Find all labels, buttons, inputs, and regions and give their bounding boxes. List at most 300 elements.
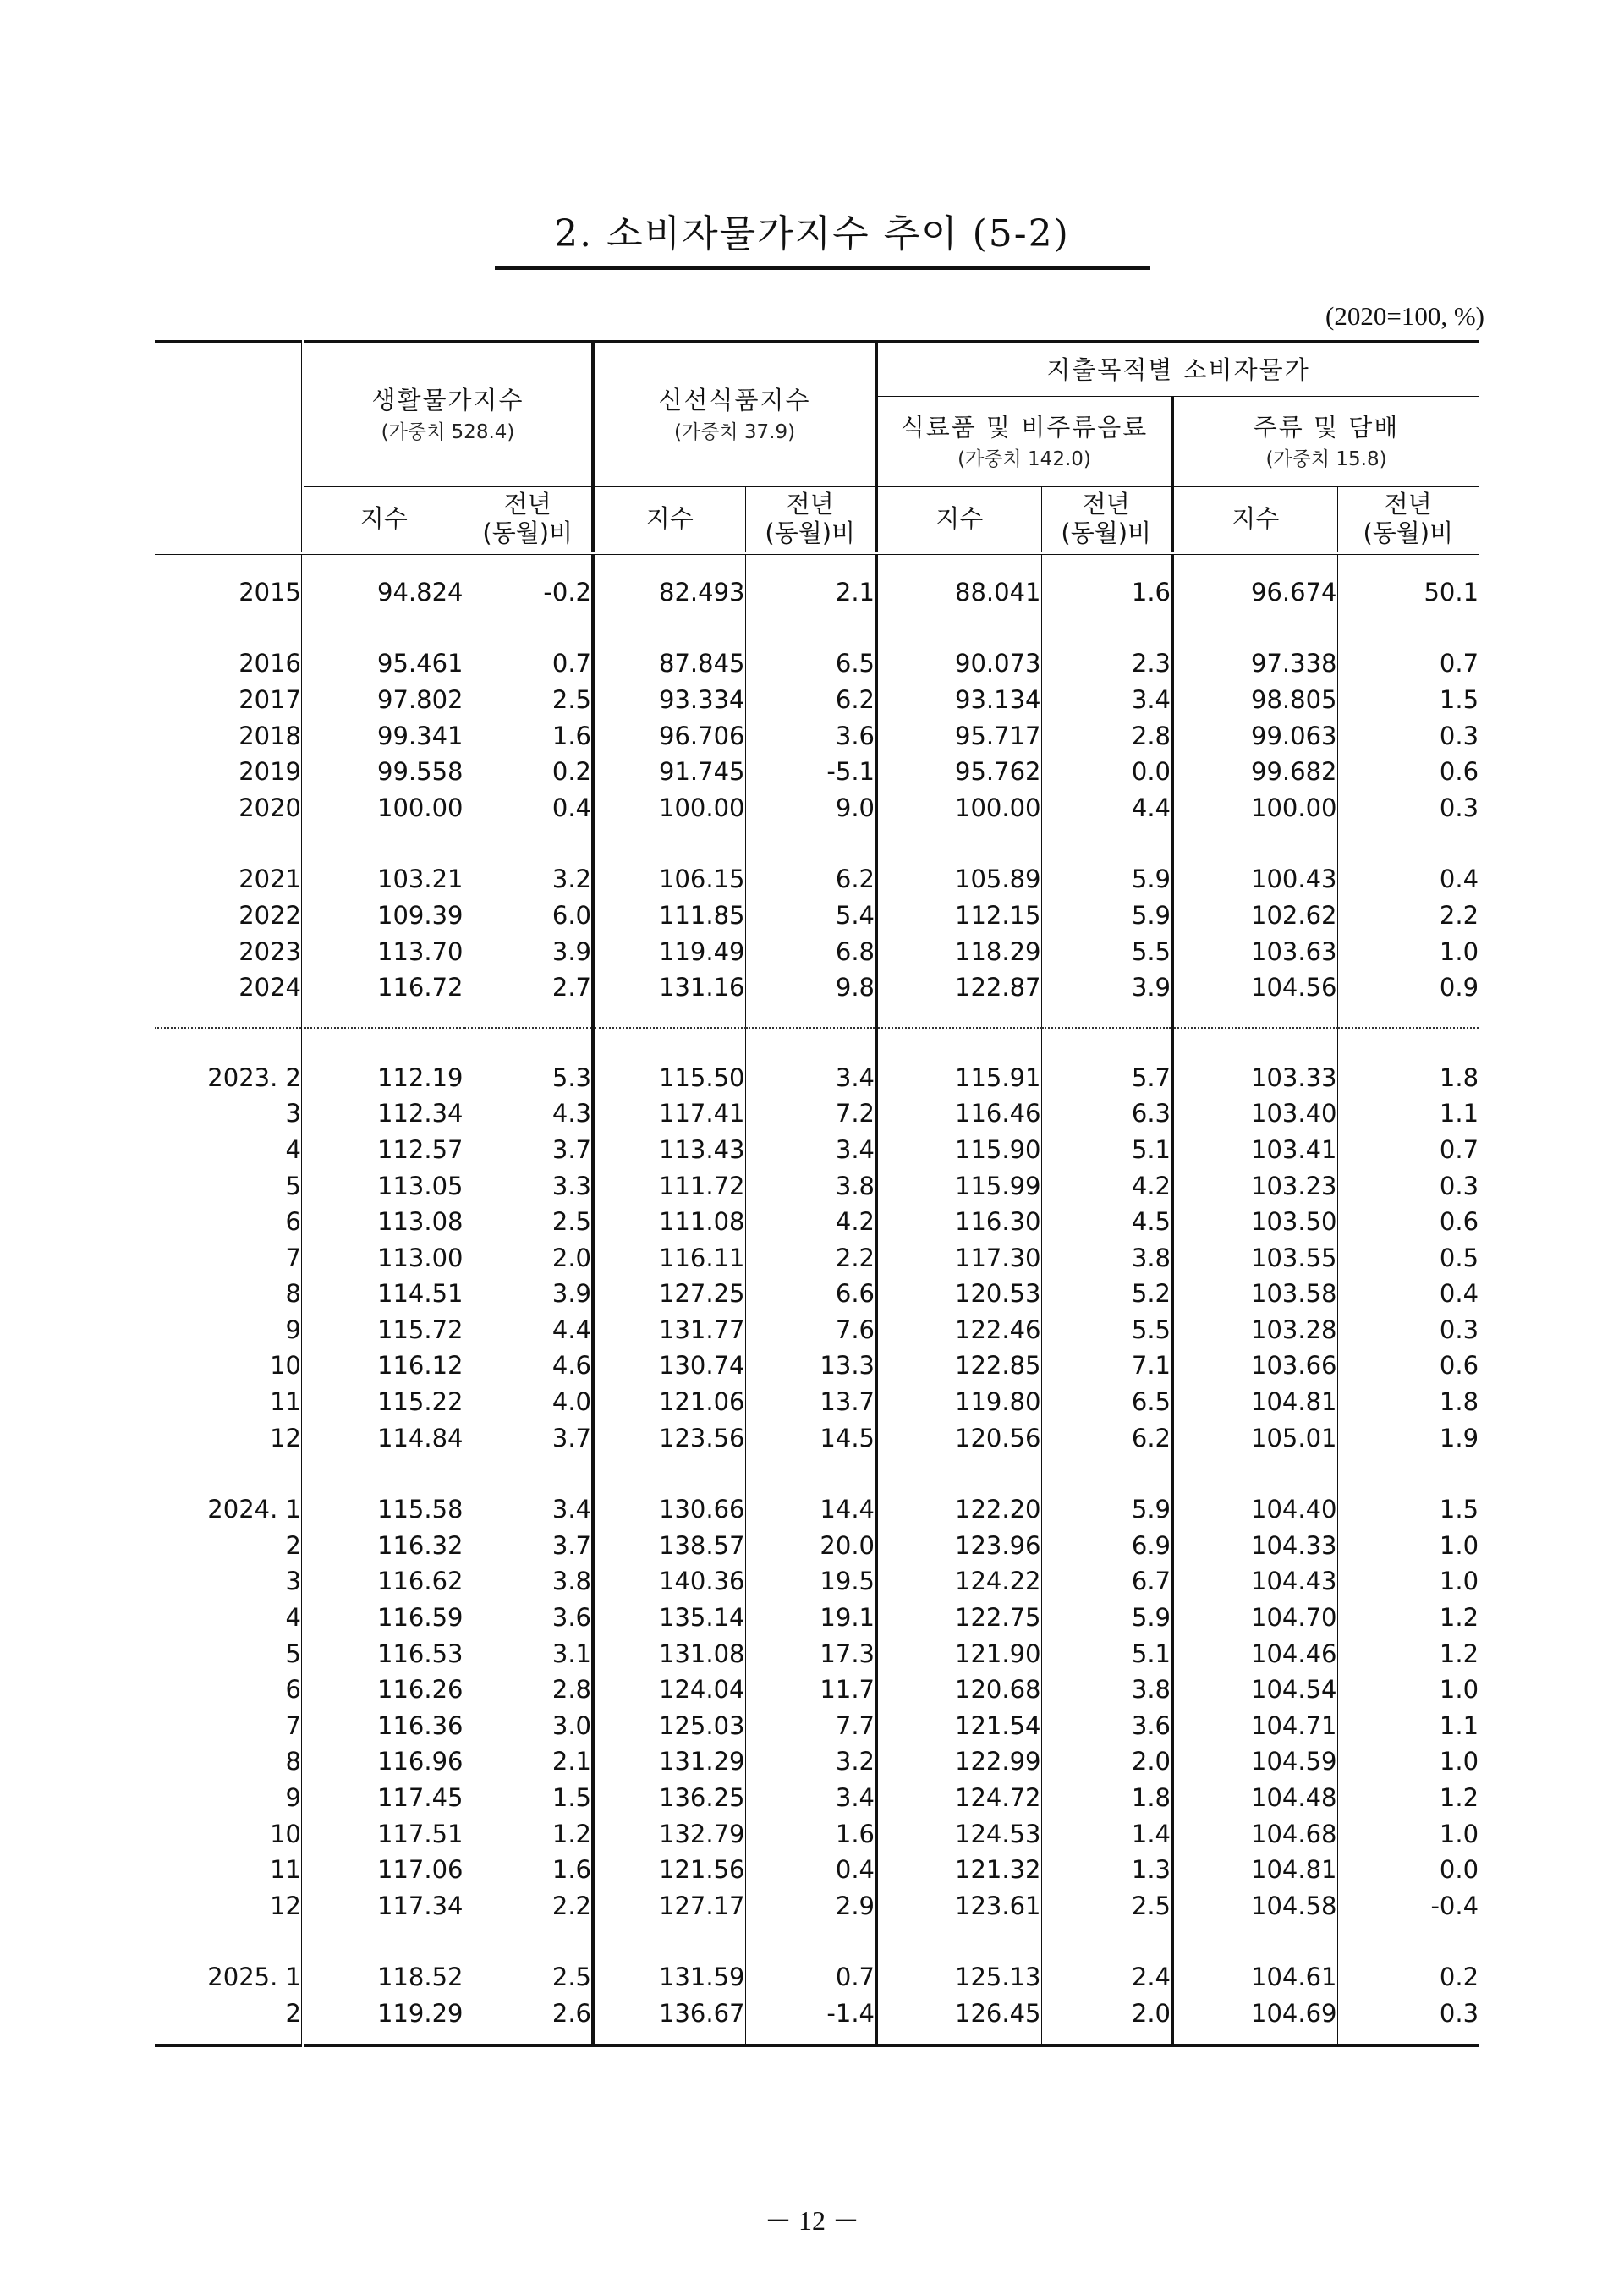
cell-index: 120.53 bbox=[876, 1276, 1041, 1312]
cell-yoy: 6.5 bbox=[745, 645, 876, 682]
cell-index: 125.13 bbox=[876, 1959, 1041, 1996]
table-row bbox=[155, 1204, 1479, 1240]
cell-yoy: 1.2 bbox=[1337, 1780, 1479, 1816]
col-yoy: 전년 (동월)비 bbox=[745, 487, 876, 553]
cell-index: 121.32 bbox=[876, 1852, 1041, 1888]
cell-index: 95.461 bbox=[303, 645, 464, 682]
cell-index: 103.33 bbox=[1172, 1059, 1337, 1095]
cell-index: 96.674 bbox=[1172, 574, 1337, 611]
cell-yoy: 3.9 bbox=[464, 933, 593, 969]
cell-yoy: -5.1 bbox=[745, 754, 876, 790]
cell-index: 82.493 bbox=[593, 574, 745, 611]
cell-yoy: 4.3 bbox=[464, 1095, 593, 1132]
cell-index: 118.52 bbox=[303, 1959, 464, 1996]
header-group-purpose: 지출목적별 소비자물가 bbox=[876, 342, 1479, 397]
cell-yoy: 2.7 bbox=[464, 969, 593, 1006]
cell-index: 99.682 bbox=[1172, 754, 1337, 790]
cell-index: 122.85 bbox=[876, 1348, 1041, 1384]
header-living-cpi: 생활물가지수 (가중치 528.4) bbox=[303, 342, 593, 487]
cell-index: 121.06 bbox=[593, 1384, 745, 1420]
cell-index: 103.28 bbox=[1172, 1312, 1337, 1348]
cell-index: 113.00 bbox=[303, 1239, 464, 1276]
cell-yoy: 3.8 bbox=[464, 1563, 593, 1600]
cell-index: 130.74 bbox=[593, 1348, 745, 1384]
cell-index: 114.51 bbox=[303, 1276, 464, 1312]
cell-yoy: 5.4 bbox=[745, 898, 876, 934]
cell-yoy: 3.7 bbox=[464, 1419, 593, 1456]
cell-index: 105.01 bbox=[1172, 1419, 1337, 1456]
cell-yoy: 2.9 bbox=[745, 1888, 876, 1924]
row-label: 2024. 1 bbox=[207, 1495, 301, 1524]
row-label: 4 bbox=[285, 1603, 301, 1633]
header-fresh-food: 신선식품지수 (가중치 37.9) bbox=[593, 342, 876, 487]
cell-yoy: 2.1 bbox=[464, 1743, 593, 1780]
row-spacer bbox=[155, 2031, 1479, 2045]
cell-yoy: 6.9 bbox=[1041, 1528, 1172, 1564]
row-label: 2025. 1 bbox=[207, 1963, 301, 1992]
table-row bbox=[155, 1132, 1479, 1168]
cell-yoy: 2.5 bbox=[1041, 1888, 1172, 1924]
cell-index: 111.72 bbox=[593, 1167, 745, 1204]
cell-index: 100.43 bbox=[1172, 861, 1337, 898]
row-label: 2017 bbox=[239, 684, 301, 714]
row-spacer bbox=[155, 826, 1479, 861]
table-row bbox=[155, 1708, 1479, 1744]
row-label: 2023 bbox=[239, 936, 301, 966]
cell-index: 118.29 bbox=[876, 933, 1041, 969]
cell-yoy: 2.2 bbox=[1337, 898, 1479, 934]
cell-index: 96.706 bbox=[593, 717, 745, 754]
cell-index: 124.22 bbox=[876, 1563, 1041, 1600]
cpi-table bbox=[155, 340, 1479, 2047]
cell-index: 100.00 bbox=[303, 789, 464, 826]
table-row bbox=[155, 1780, 1479, 1816]
row-label: 2023. 2 bbox=[207, 1062, 301, 1092]
cell-index: 99.063 bbox=[1172, 717, 1337, 754]
cell-index: 116.26 bbox=[303, 1672, 464, 1708]
cell-yoy: 0.7 bbox=[1337, 645, 1479, 682]
cell-yoy: 0.3 bbox=[1337, 1167, 1479, 1204]
cell-yoy: 4.2 bbox=[745, 1204, 876, 1240]
cell-yoy: 1.6 bbox=[464, 717, 593, 754]
cell-yoy: 3.7 bbox=[464, 1132, 593, 1168]
cell-index: 126.45 bbox=[876, 1996, 1041, 2032]
cell-yoy: 0.0 bbox=[1041, 754, 1172, 790]
row-label: 2018 bbox=[239, 721, 301, 750]
cell-yoy: 0.7 bbox=[464, 645, 593, 682]
cell-index: 100.00 bbox=[593, 789, 745, 826]
cell-yoy: 5.7 bbox=[1041, 1059, 1172, 1095]
cell-index: 117.34 bbox=[303, 1888, 464, 1924]
table-row bbox=[155, 1312, 1479, 1348]
row-label: 12 bbox=[270, 1423, 301, 1452]
page-number: － 12 － bbox=[764, 2205, 859, 2236]
cell-index: 121.56 bbox=[593, 1852, 745, 1888]
cell-yoy: 3.8 bbox=[1041, 1672, 1172, 1708]
cell-yoy: 3.4 bbox=[464, 1491, 593, 1528]
cell-index: 103.63 bbox=[1172, 933, 1337, 969]
table-row bbox=[155, 1276, 1479, 1312]
cell-index: 119.49 bbox=[593, 933, 745, 969]
cell-index: 138.57 bbox=[593, 1528, 745, 1564]
cell-yoy: 2.6 bbox=[464, 1996, 593, 2032]
cell-yoy: 3.1 bbox=[464, 1635, 593, 1672]
cell-index: 119.29 bbox=[303, 1996, 464, 2032]
cell-yoy: 6.8 bbox=[745, 933, 876, 969]
cell-yoy: 2.8 bbox=[464, 1672, 593, 1708]
cell-yoy: 3.0 bbox=[464, 1708, 593, 1744]
cell-index: 102.62 bbox=[1172, 898, 1337, 934]
row-label: 6 bbox=[285, 1207, 301, 1237]
cell-index: 123.96 bbox=[876, 1528, 1041, 1564]
cell-index: 131.16 bbox=[593, 969, 745, 1006]
cell-index: 112.57 bbox=[303, 1132, 464, 1168]
cell-yoy: 1.8 bbox=[1337, 1384, 1479, 1420]
cell-yoy: 2.0 bbox=[1041, 1743, 1172, 1780]
cell-yoy: 4.0 bbox=[464, 1384, 593, 1420]
cell-index: 100.00 bbox=[876, 789, 1041, 826]
cell-index: 103.23 bbox=[1172, 1167, 1337, 1204]
cell-yoy: 6.7 bbox=[1041, 1563, 1172, 1600]
cell-index: 114.84 bbox=[303, 1419, 464, 1456]
table-row bbox=[155, 1563, 1479, 1600]
cell-yoy: 1.0 bbox=[1337, 1672, 1479, 1708]
cell-index: 116.53 bbox=[303, 1635, 464, 1672]
title-underline bbox=[495, 266, 1150, 270]
table-row bbox=[155, 1996, 1479, 2032]
cell-index: 115.91 bbox=[876, 1059, 1041, 1095]
cell-index: 122.99 bbox=[876, 1743, 1041, 1780]
cell-index: 117.45 bbox=[303, 1780, 464, 1816]
cell-yoy: 1.1 bbox=[1337, 1708, 1479, 1744]
cell-index: 104.58 bbox=[1172, 1888, 1337, 1924]
cell-index: 120.56 bbox=[876, 1419, 1041, 1456]
table-row bbox=[155, 1600, 1479, 1636]
header-row-1 bbox=[155, 342, 1479, 397]
table-row bbox=[155, 1167, 1479, 1204]
cell-yoy: 0.3 bbox=[1337, 789, 1479, 826]
cell-index: 115.50 bbox=[593, 1059, 745, 1095]
cell-yoy: 2.5 bbox=[464, 1959, 593, 1996]
cell-index: 99.558 bbox=[303, 754, 464, 790]
cell-index: 117.30 bbox=[876, 1239, 1041, 1276]
cell-yoy: 6.2 bbox=[1041, 1419, 1172, 1456]
cell-index: 104.54 bbox=[1172, 1672, 1337, 1708]
cell-index: 97.802 bbox=[303, 682, 464, 718]
cell-yoy: 1.0 bbox=[1337, 1815, 1479, 1852]
table-row bbox=[155, 933, 1479, 969]
cell-yoy: 0.3 bbox=[1337, 1996, 1479, 2032]
cell-yoy: 3.4 bbox=[745, 1780, 876, 1816]
cell-index: 131.77 bbox=[593, 1312, 745, 1348]
table-row bbox=[155, 682, 1479, 718]
cell-index: 103.40 bbox=[1172, 1095, 1337, 1132]
cell-index: 123.56 bbox=[593, 1419, 745, 1456]
cell-yoy: 7.1 bbox=[1041, 1348, 1172, 1384]
cell-yoy: 2.2 bbox=[464, 1888, 593, 1924]
cell-index: 136.25 bbox=[593, 1780, 745, 1816]
cell-index: 104.59 bbox=[1172, 1743, 1337, 1780]
cell-index: 111.85 bbox=[593, 898, 745, 934]
cell-index: 104.56 bbox=[1172, 969, 1337, 1006]
cell-index: 116.72 bbox=[303, 969, 464, 1006]
cell-index: 104.68 bbox=[1172, 1815, 1337, 1852]
cell-index: 136.67 bbox=[593, 1996, 745, 2032]
cell-yoy: 3.6 bbox=[464, 1600, 593, 1636]
cell-index: 103.55 bbox=[1172, 1239, 1337, 1276]
cell-index: 104.33 bbox=[1172, 1528, 1337, 1564]
cell-yoy: 20.0 bbox=[745, 1528, 876, 1564]
cell-index: 117.41 bbox=[593, 1095, 745, 1132]
row-label: 2022 bbox=[239, 900, 301, 930]
cell-index: 124.72 bbox=[876, 1780, 1041, 1816]
cell-index: 124.53 bbox=[876, 1815, 1041, 1852]
cell-index: 97.338 bbox=[1172, 645, 1337, 682]
cell-index: 127.25 bbox=[593, 1276, 745, 1312]
cell-yoy: 14.4 bbox=[745, 1491, 876, 1528]
cell-yoy: 7.2 bbox=[745, 1095, 876, 1132]
cell-yoy: 6.2 bbox=[745, 682, 876, 718]
cell-yoy: 1.8 bbox=[1041, 1780, 1172, 1816]
cell-yoy: 1.0 bbox=[1337, 1743, 1479, 1780]
cell-yoy: 0.3 bbox=[1337, 1312, 1479, 1348]
cell-index: 93.134 bbox=[876, 682, 1041, 718]
table-row bbox=[155, 1239, 1479, 1276]
cell-yoy: 4.6 bbox=[464, 1348, 593, 1384]
table-row bbox=[155, 1059, 1479, 1095]
cell-index: 87.845 bbox=[593, 645, 745, 682]
cell-index: 122.46 bbox=[876, 1312, 1041, 1348]
table-row bbox=[155, 969, 1479, 1006]
cell-index: 113.08 bbox=[303, 1204, 464, 1240]
row-label: 12 bbox=[270, 1891, 301, 1920]
row-label: 2021 bbox=[239, 865, 301, 894]
cell-index: 116.11 bbox=[593, 1239, 745, 1276]
row-label: 7 bbox=[285, 1243, 301, 1272]
cell-index: 104.46 bbox=[1172, 1635, 1337, 1672]
cell-yoy: 0.4 bbox=[745, 1852, 876, 1888]
cell-yoy: 1.0 bbox=[1337, 1563, 1479, 1600]
cell-yoy: 5.9 bbox=[1041, 1600, 1172, 1636]
row-label: 9 bbox=[285, 1783, 301, 1813]
cell-index: 98.805 bbox=[1172, 682, 1337, 718]
cell-yoy: 5.2 bbox=[1041, 1276, 1172, 1312]
cell-index: 106.15 bbox=[593, 861, 745, 898]
row-label: 4 bbox=[285, 1134, 301, 1164]
row-label: 2019 bbox=[239, 757, 301, 787]
row-spacer bbox=[155, 1028, 1479, 1059]
header-food-beverage: 식료품 및 비주류음료 (가중치 142.0) bbox=[876, 397, 1172, 487]
cell-index: 113.70 bbox=[303, 933, 464, 969]
cell-index: 116.12 bbox=[303, 1348, 464, 1384]
row-spacer bbox=[155, 610, 1479, 645]
cell-index: 104.69 bbox=[1172, 1996, 1337, 2032]
cell-yoy: 3.4 bbox=[745, 1132, 876, 1168]
col-yoy: 전년 (동월)비 bbox=[464, 487, 593, 553]
cell-yoy: 0.2 bbox=[1337, 1959, 1479, 1996]
col-index: 지수 bbox=[1172, 487, 1337, 553]
cell-index: 122.75 bbox=[876, 1600, 1041, 1636]
cell-yoy: 2.4 bbox=[1041, 1959, 1172, 1996]
cell-yoy: 13.7 bbox=[745, 1384, 876, 1420]
cell-yoy: 1.2 bbox=[1337, 1635, 1479, 1672]
cell-yoy: 19.1 bbox=[745, 1600, 876, 1636]
cell-index: 116.96 bbox=[303, 1743, 464, 1780]
cell-index: 104.48 bbox=[1172, 1780, 1337, 1816]
cell-yoy: 0.4 bbox=[464, 789, 593, 826]
cell-index: 90.073 bbox=[876, 645, 1041, 682]
cell-index: 103.21 bbox=[303, 861, 464, 898]
cell-index: 109.39 bbox=[303, 898, 464, 934]
cell-yoy: 2.2 bbox=[745, 1239, 876, 1276]
cell-index: 140.36 bbox=[593, 1563, 745, 1600]
cell-yoy: 1.9 bbox=[1337, 1419, 1479, 1456]
table-row bbox=[155, 1635, 1479, 1672]
cell-index: 131.29 bbox=[593, 1743, 745, 1780]
cell-yoy: 6.6 bbox=[745, 1276, 876, 1312]
cell-index: 124.04 bbox=[593, 1672, 745, 1708]
table-row bbox=[155, 1959, 1479, 1996]
cell-yoy: 2.3 bbox=[1041, 645, 1172, 682]
cell-yoy: 0.9 bbox=[1337, 969, 1479, 1006]
cell-yoy: 9.0 bbox=[745, 789, 876, 826]
cell-yoy: 5.5 bbox=[1041, 933, 1172, 969]
cell-yoy: 1.4 bbox=[1041, 1815, 1172, 1852]
cell-index: 105.89 bbox=[876, 861, 1041, 898]
cell-yoy: 3.4 bbox=[1041, 682, 1172, 718]
col-index: 지수 bbox=[593, 487, 745, 553]
row-label: 8 bbox=[285, 1279, 301, 1309]
cell-yoy: 1.2 bbox=[464, 1815, 593, 1852]
cell-index: 123.61 bbox=[876, 1888, 1041, 1924]
cell-yoy: 2.5 bbox=[464, 682, 593, 718]
table-row bbox=[155, 1672, 1479, 1708]
cell-yoy: 9.8 bbox=[745, 969, 876, 1006]
cell-yoy: 1.0 bbox=[1337, 1528, 1479, 1564]
table-row bbox=[155, 1743, 1479, 1780]
cell-yoy: 1.6 bbox=[745, 1815, 876, 1852]
cell-index: 115.99 bbox=[876, 1167, 1041, 1204]
cell-index: 103.58 bbox=[1172, 1276, 1337, 1312]
cell-yoy: 2.5 bbox=[464, 1204, 593, 1240]
cell-yoy: 0.5 bbox=[1337, 1239, 1479, 1276]
cell-yoy: 2.8 bbox=[1041, 717, 1172, 754]
cell-index: 116.46 bbox=[876, 1095, 1041, 1132]
cell-yoy: 5.1 bbox=[1041, 1635, 1172, 1672]
cell-yoy: 5.9 bbox=[1041, 861, 1172, 898]
cell-yoy: 4.4 bbox=[1041, 789, 1172, 826]
cell-index: 127.17 bbox=[593, 1888, 745, 1924]
cell-yoy: 11.7 bbox=[745, 1672, 876, 1708]
cell-yoy: 0.7 bbox=[1337, 1132, 1479, 1168]
cell-index: 131.59 bbox=[593, 1959, 745, 1996]
row-label: 6 bbox=[285, 1675, 301, 1705]
table-row bbox=[155, 1348, 1479, 1384]
cell-index: 121.90 bbox=[876, 1635, 1041, 1672]
cell-yoy: 3.3 bbox=[464, 1167, 593, 1204]
cell-yoy: 5.9 bbox=[1041, 1491, 1172, 1528]
cell-index: 116.32 bbox=[303, 1528, 464, 1564]
cell-index: 115.72 bbox=[303, 1312, 464, 1348]
cell-yoy: 3.8 bbox=[745, 1167, 876, 1204]
cell-yoy: 3.2 bbox=[745, 1743, 876, 1780]
cell-index: 116.36 bbox=[303, 1708, 464, 1744]
cell-yoy: 2.1 bbox=[745, 574, 876, 611]
cell-index: 115.22 bbox=[303, 1384, 464, 1420]
cell-yoy: 5.3 bbox=[464, 1059, 593, 1095]
row-label: 11 bbox=[270, 1387, 301, 1417]
cell-yoy: 3.9 bbox=[464, 1276, 593, 1312]
cell-index: 103.50 bbox=[1172, 1204, 1337, 1240]
cell-yoy: 4.2 bbox=[1041, 1167, 1172, 1204]
cell-index: 117.06 bbox=[303, 1852, 464, 1888]
cell-index: 131.08 bbox=[593, 1635, 745, 1672]
cell-index: 100.00 bbox=[1172, 789, 1337, 826]
cell-yoy: 6.5 bbox=[1041, 1384, 1172, 1420]
cell-yoy: 1.5 bbox=[1337, 682, 1479, 718]
table-row bbox=[155, 717, 1479, 754]
row-label: 2020 bbox=[239, 793, 301, 822]
cell-yoy: 2.0 bbox=[464, 1239, 593, 1276]
table-row bbox=[155, 1852, 1479, 1888]
row-spacer bbox=[155, 1924, 1479, 1959]
cell-yoy: 19.5 bbox=[745, 1563, 876, 1600]
cell-yoy: 3.8 bbox=[1041, 1239, 1172, 1276]
cell-yoy: 7.6 bbox=[745, 1312, 876, 1348]
cell-yoy: 3.6 bbox=[745, 717, 876, 754]
cell-index: 117.51 bbox=[303, 1815, 464, 1852]
table-row bbox=[155, 1095, 1479, 1132]
cell-index: 93.334 bbox=[593, 682, 745, 718]
cell-yoy: 4.4 bbox=[464, 1312, 593, 1348]
cell-yoy: 3.9 bbox=[1041, 969, 1172, 1006]
header-alcohol-tobacco: 주류 및 담배 (가중치 15.8) bbox=[1172, 397, 1479, 487]
cell-yoy: 14.5 bbox=[745, 1419, 876, 1456]
cell-yoy: 4.5 bbox=[1041, 1204, 1172, 1240]
table-row bbox=[155, 574, 1479, 611]
row-label: 8 bbox=[285, 1747, 301, 1776]
cell-yoy: 1.3 bbox=[1041, 1852, 1172, 1888]
table-row bbox=[155, 1888, 1479, 1924]
cell-index: 91.745 bbox=[593, 754, 745, 790]
cell-index: 104.81 bbox=[1172, 1384, 1337, 1420]
cell-index: 104.43 bbox=[1172, 1563, 1337, 1600]
cell-index: 104.70 bbox=[1172, 1600, 1337, 1636]
cell-index: 130.66 bbox=[593, 1491, 745, 1528]
cell-yoy: 0.6 bbox=[1337, 754, 1479, 790]
row-spacer bbox=[155, 553, 1479, 574]
cell-yoy: 6.0 bbox=[464, 898, 593, 934]
row-label: 3 bbox=[285, 1567, 301, 1596]
cell-yoy: 3.6 bbox=[1041, 1708, 1172, 1744]
cell-yoy: 0.7 bbox=[745, 1959, 876, 1996]
cell-index: 115.90 bbox=[876, 1132, 1041, 1168]
cell-yoy: -0.4 bbox=[1337, 1888, 1479, 1924]
cell-yoy: 0.6 bbox=[1337, 1348, 1479, 1384]
cell-yoy: 6.3 bbox=[1041, 1095, 1172, 1132]
cell-yoy: 1.5 bbox=[464, 1780, 593, 1816]
cell-yoy: 1.6 bbox=[464, 1852, 593, 1888]
row-label: 10 bbox=[270, 1819, 301, 1848]
cell-yoy: 3.2 bbox=[464, 861, 593, 898]
cell-index: 104.40 bbox=[1172, 1491, 1337, 1528]
cell-index: 112.34 bbox=[303, 1095, 464, 1132]
cell-index: 125.03 bbox=[593, 1708, 745, 1744]
cell-yoy: 6.2 bbox=[745, 861, 876, 898]
cell-index: 88.041 bbox=[876, 574, 1041, 611]
row-label: 7 bbox=[285, 1710, 301, 1740]
cell-yoy: 5.1 bbox=[1041, 1132, 1172, 1168]
